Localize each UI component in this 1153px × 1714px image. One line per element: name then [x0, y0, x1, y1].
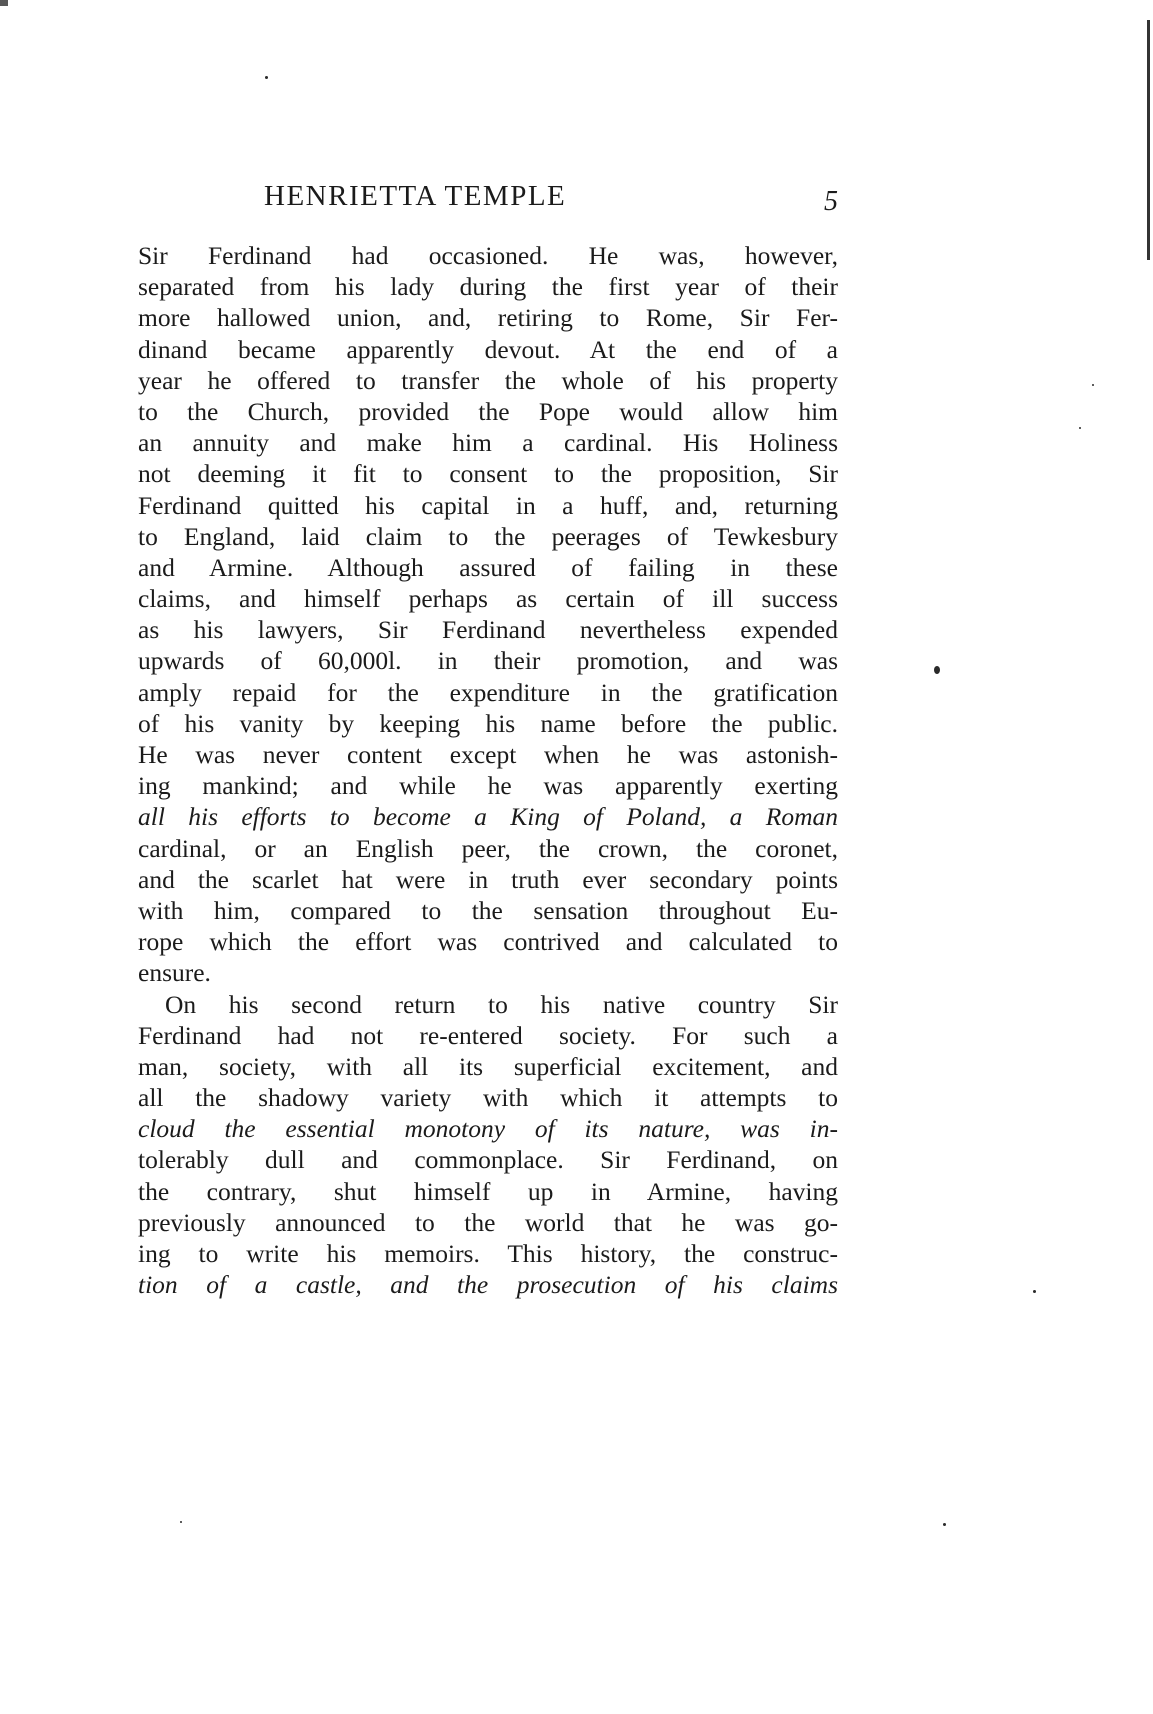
- text-line: all his efforts to become a King of Poland, a Roman: [138, 802, 838, 832]
- scan-speck: [180, 1521, 182, 1523]
- text-line: man, society, with all its superficial excitement, and: [138, 1051, 838, 1081]
- text-line: to the Church, provided the Pope would allow him: [138, 396, 838, 426]
- text-line: He was never content except when he was astonish-: [138, 740, 838, 769]
- text-line: not deeming it fit to consent to the proposition, Sir: [138, 459, 838, 489]
- text-line: year he offered to transfer the whole of his property: [138, 365, 838, 395]
- scan-speck: [1033, 1290, 1036, 1293]
- text-line: ing to write his memoirs. This history, the construc-: [138, 1239, 838, 1268]
- text-line: claims, and himself perhaps as certain of ill success: [138, 584, 838, 614]
- text-line: dinand became apparently devout. At the end of a: [138, 334, 838, 364]
- text-line: tolerably dull and commonplace. Sir Ferdinand, on: [138, 1145, 838, 1175]
- text-line: the contrary, shut himself up in Armine, having: [138, 1176, 838, 1206]
- scan-corner-mark: [0, 0, 8, 6]
- text-line: with him, compared to the sensation throughout Eu-: [138, 895, 838, 925]
- scan-speck: [943, 1523, 946, 1526]
- text-line: separated from his lady during the first year of their: [138, 272, 838, 302]
- text-line: amply repaid for the expenditure in the gratification: [138, 677, 838, 707]
- text-line: to England, laid claim to the peerages of Tewkesbury: [138, 521, 838, 551]
- text-line: previously announced to the world that he was go-: [138, 1207, 838, 1237]
- page-number: 5: [824, 186, 838, 217]
- text-line: as his lawyers, Sir Ferdinand nevertheless expended: [138, 615, 838, 645]
- text-line: Sir Ferdinand had occasioned. He was, however,: [138, 241, 838, 270]
- text-line: all the shadowy variety with which it attempts to: [138, 1083, 838, 1113]
- text-line: cloud the essential monotony of its nature, was in-: [138, 1114, 838, 1144]
- text-line: and the scarlet hat were in truth ever secondary points: [138, 864, 838, 894]
- text-line: tion of a castle, and the prosecution of his claims: [138, 1270, 838, 1300]
- text-line: Ferdinand had not re-entered society. For such a: [138, 1020, 838, 1050]
- running-title: HENRIETTA TEMPLE: [264, 180, 567, 212]
- text-line: ing mankind; and while he was apparently exerting: [138, 771, 838, 801]
- text-line: rope which the effort was contrived and calculated to: [138, 927, 838, 957]
- text-line: cardinal, or an English peer, the crown, the coronet,: [138, 833, 838, 863]
- text-line: more hallowed union, and, retiring to Rome, Sir Fer-: [138, 303, 838, 333]
- text-line: ensure.: [138, 958, 211, 988]
- text-line: an annuity and make him a cardinal. His Holiness: [138, 428, 838, 458]
- text-line: Ferdinand quitted his capital in a huff, and, returning: [138, 490, 838, 520]
- scan-speck: [1092, 384, 1094, 386]
- text-line: and Armine. Although assured of failing in these: [138, 552, 838, 582]
- text-line: upwards of 60,000l. in their promotion, and was: [138, 646, 838, 676]
- body-text: [138, 240, 838, 1300]
- text-line: On his second return to his native country Sir: [165, 989, 838, 1019]
- scan-speck: [1079, 427, 1081, 429]
- text-line: of his vanity by keeping his name before the public.: [138, 708, 838, 738]
- running-head: [138, 180, 838, 220]
- scan-speck: [265, 76, 268, 79]
- scan-edge-mark: [1147, 20, 1150, 260]
- scan-speck: [934, 666, 940, 674]
